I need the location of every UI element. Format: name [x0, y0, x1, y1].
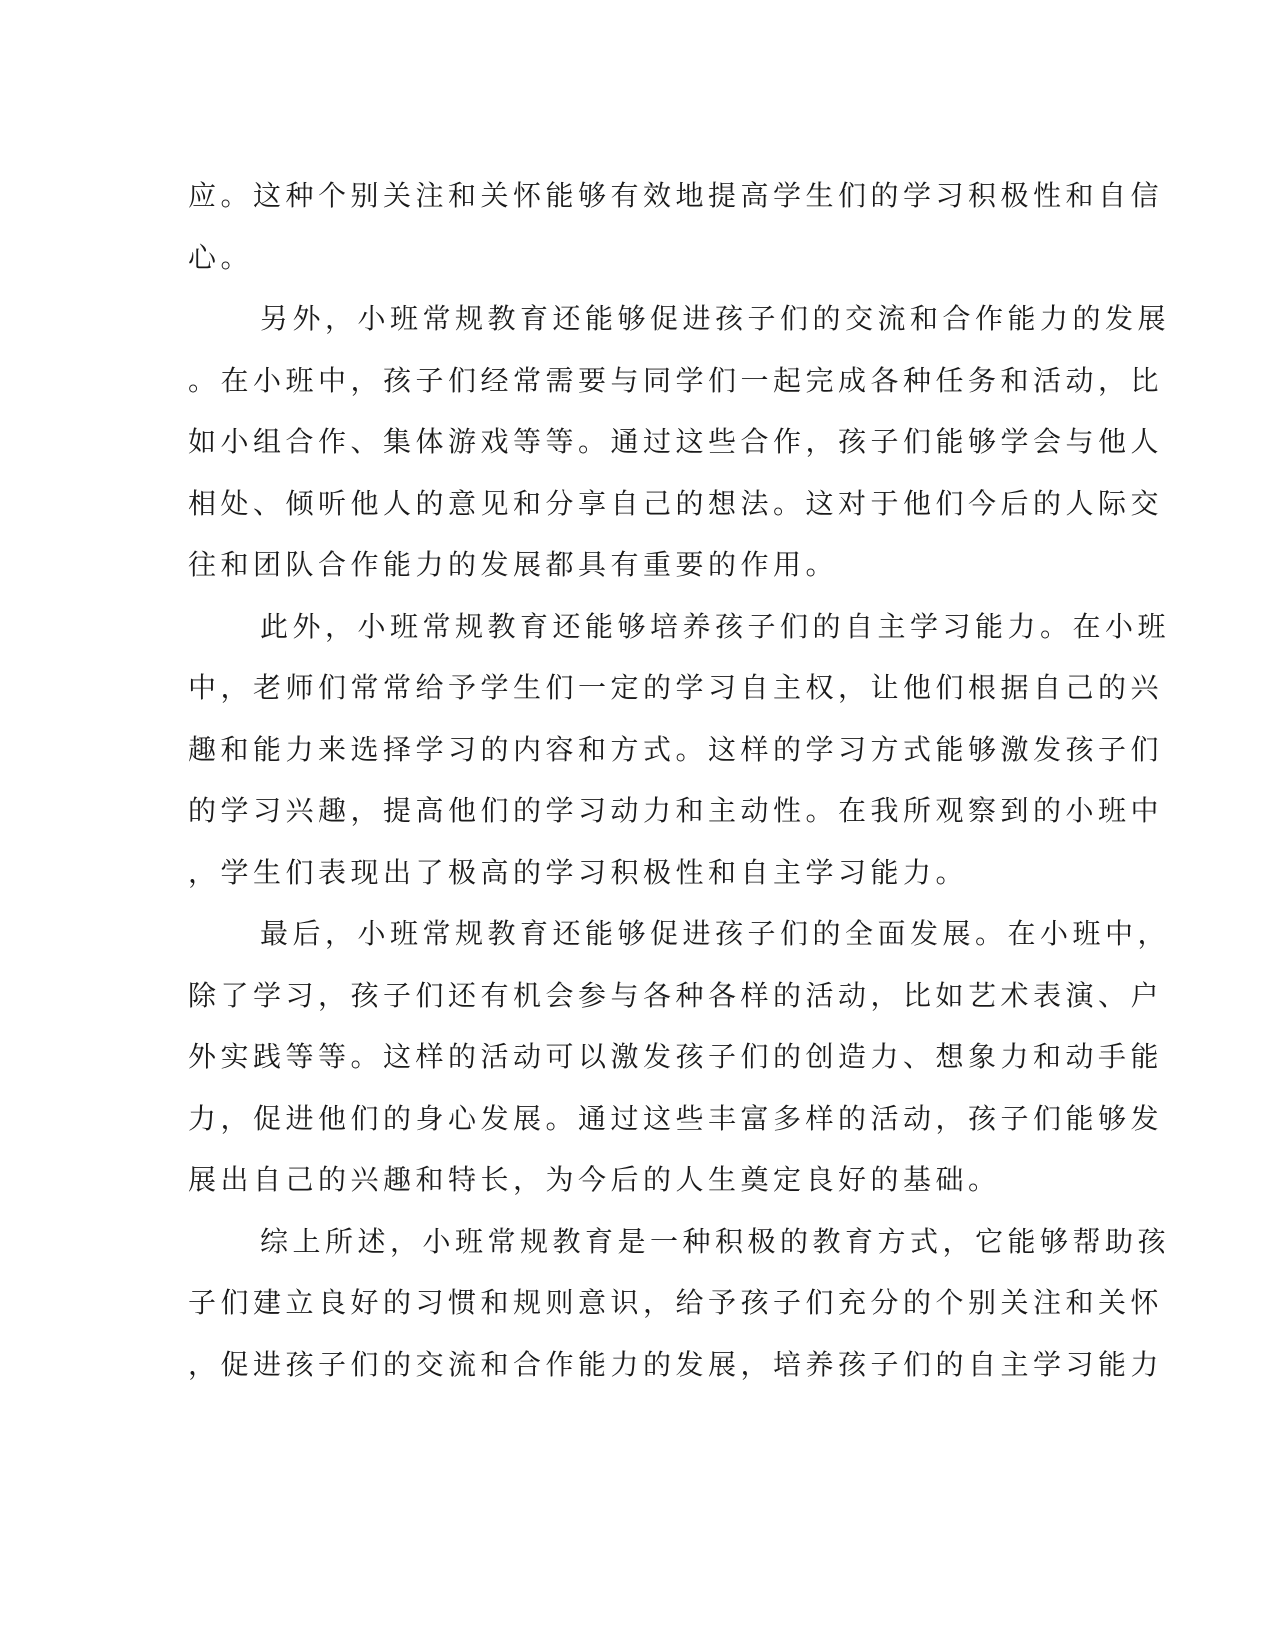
text-line: 如小组合作、集体游戏等等。通过这些合作，孩子们能够学会与他人 [188, 425, 1164, 458]
text-line: 的学习兴趣，提高他们的学习动力和主动性。在我所观察到的小班中 [188, 794, 1164, 827]
text-line: ，学生们表现出了极高的学习积极性和自主学习能力。 [188, 855, 969, 889]
text-line: 往和团队合作能力的发展都具有重要的作用。 [188, 548, 839, 581]
text-line: 相处、倾听他人的意见和分享自己的想法。这对于他们今后的人际交 [188, 486, 1164, 520]
paragraph-first-line: 另外，小班常规教育还能够促进孩子们的交流和合作能力的发展 [260, 302, 1171, 335]
text-line: 。在小班中，孩子们经常需要与同学们一起完成各种任务和活动，比 [188, 363, 1164, 397]
text-line: 中，老师们常常给予学生们一定的学习自主权，让他们根据自己的兴 [188, 671, 1164, 704]
text-line: 除了学习，孩子们还有机会参与各种各样的活动，比如艺术表演、户 [188, 978, 1164, 1012]
text-line: ，促进孩子们的交流和合作能力的发展，培养孩子们的自主学习能力 [188, 1347, 1164, 1381]
document-body [188, 165, 1171, 1395]
paragraph-first-line: 此外，小班常规教育还能够培养孩子们的自主学习能力。在小班 [260, 609, 1171, 643]
paragraph-first-line: 最后，小班常规教育还能够促进孩子们的全面发展。在小班中， [260, 917, 1171, 950]
text-line: 展出自己的兴趣和特长，为今后的人生奠定良好的基础。 [188, 1163, 1001, 1196]
paragraph-first-line: 综上所述，小班常规教育是一种积极的教育方式，它能够帮助孩 [260, 1224, 1171, 1258]
text-line: 趣和能力来选择学习的内容和方式。这样的学习方式能够激发孩子们 [188, 732, 1164, 766]
text-line: 应。这种个别关注和关怀能够有效地提高学生们的学习积极性和自信 [188, 179, 1164, 212]
text-line: 心。 [188, 240, 254, 274]
text-line: 子们建立良好的习惯和规则意识，给予孩子们充分的个别关注和关怀 [188, 1286, 1164, 1319]
text-line: 外实践等等。这样的活动可以激发孩子们的创造力、想象力和动手能 [188, 1040, 1164, 1073]
text-line: 力，促进他们的身心发展。通过这些丰富多样的活动，孩子们能够发 [188, 1101, 1164, 1135]
